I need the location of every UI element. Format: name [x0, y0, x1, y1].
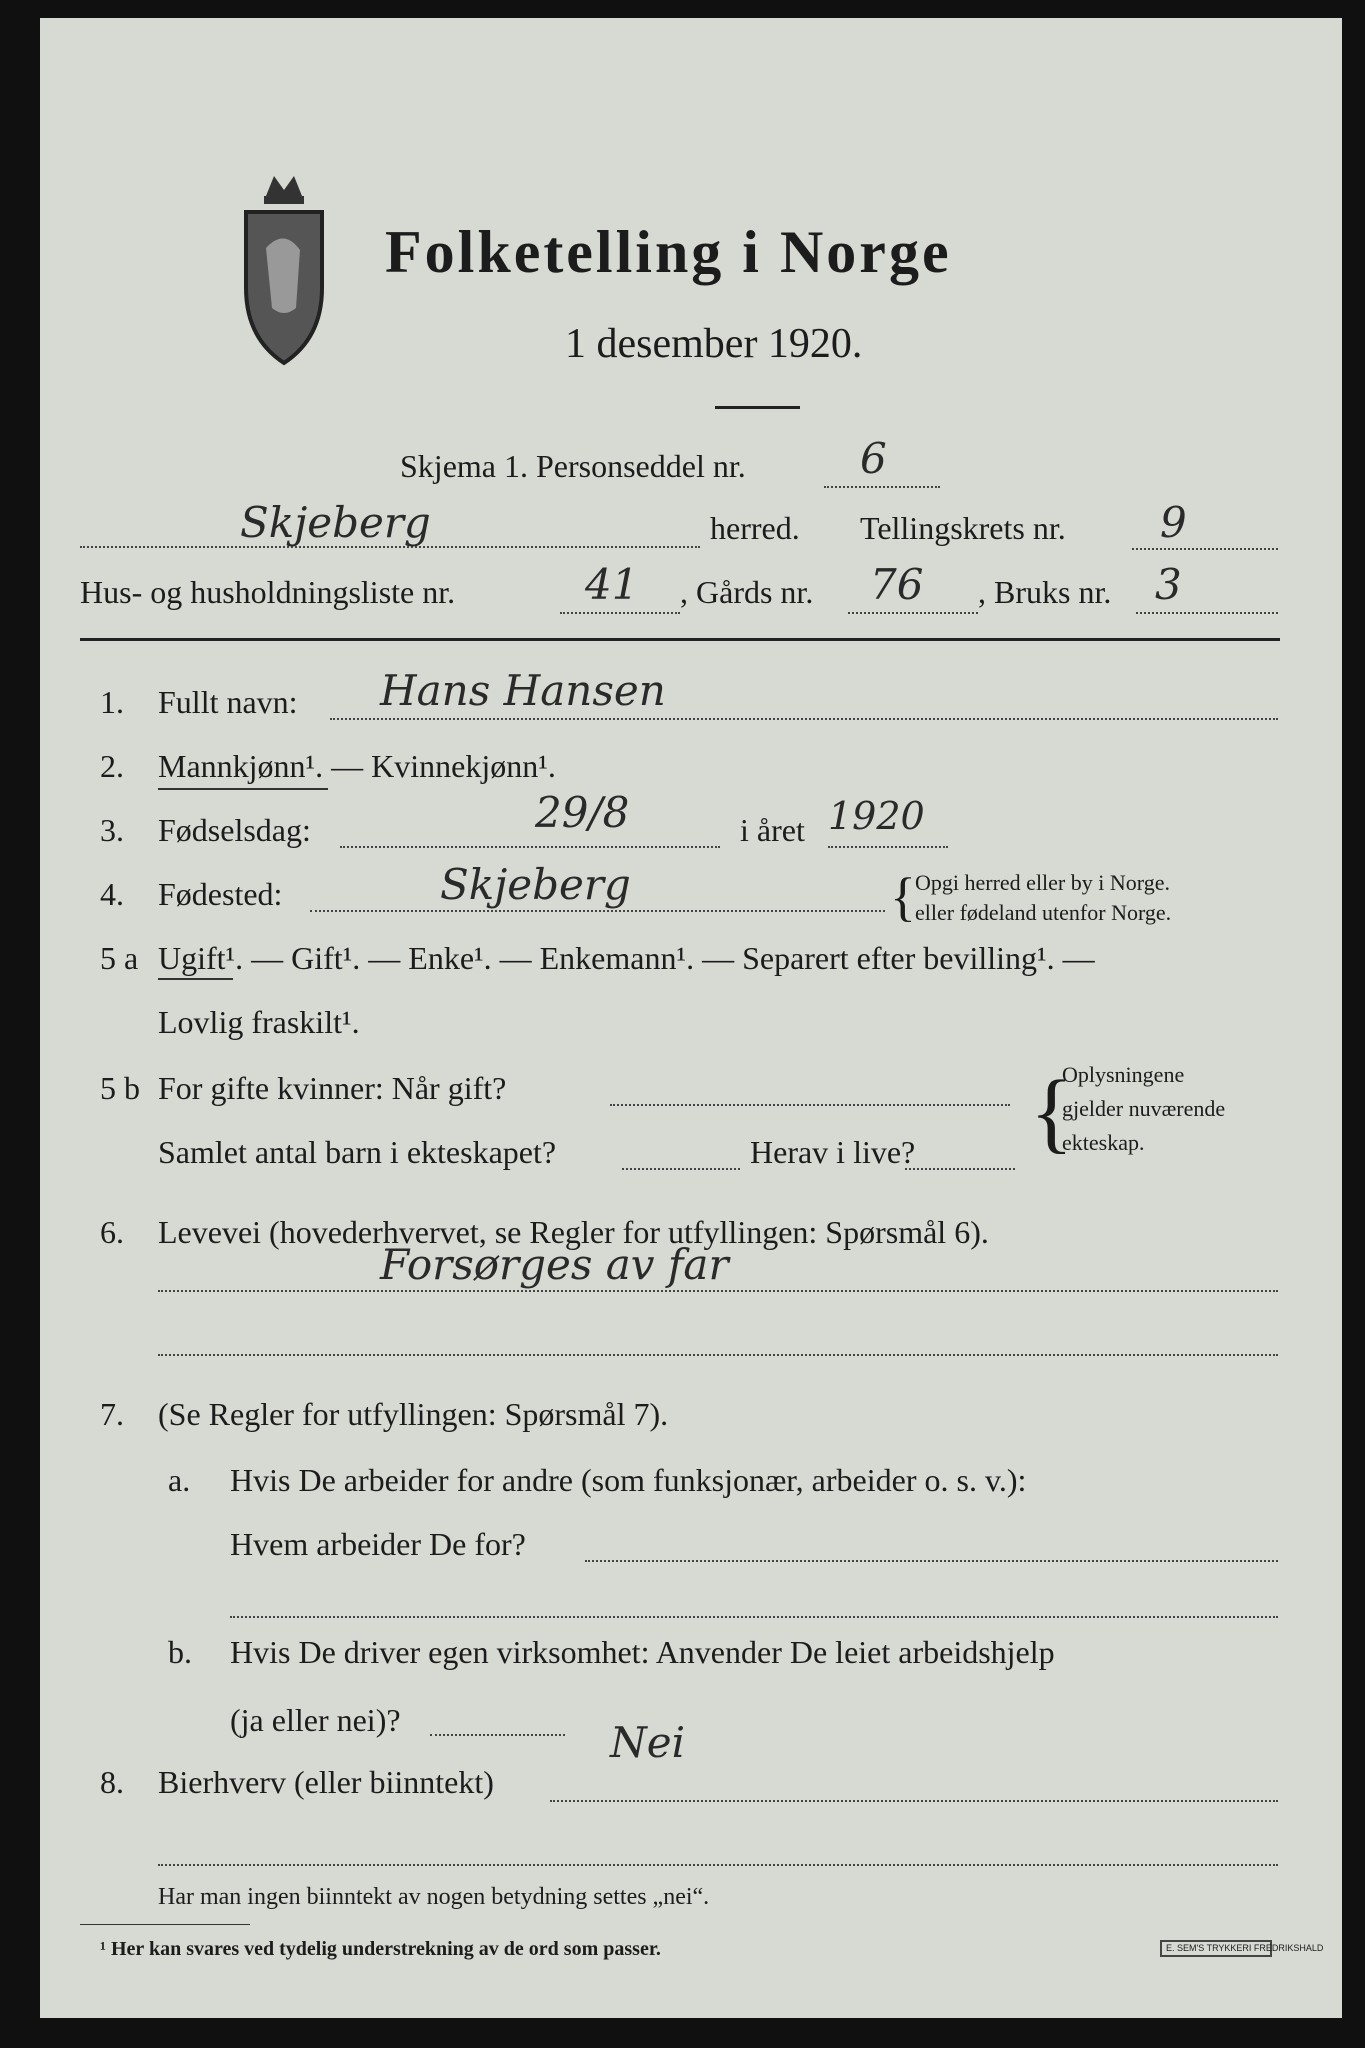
q8-line-2	[158, 1864, 1278, 1866]
form-title: Folketelling i Norge	[385, 219, 952, 285]
q2-label: Mannkjønn¹. — Kvinnekjønn¹.	[158, 748, 556, 784]
q1-line	[330, 718, 1278, 720]
husliste-line	[560, 612, 680, 614]
q5b-note-1: Oplysningene	[1062, 1062, 1185, 1087]
krets-label: Tellingskrets nr.	[860, 510, 1066, 546]
title-divider	[715, 406, 800, 409]
schema-label: Skjema 1. Personseddel nr.	[400, 448, 746, 484]
q8-label: Bierhverv (eller biinntekt)	[158, 1764, 494, 1800]
q5b-children-line	[622, 1168, 740, 1170]
q8-line	[550, 1800, 1278, 1802]
q5a-number: 5 a	[100, 940, 139, 976]
herred-value: Skjeberg	[240, 498, 431, 547]
gards-label: , Gårds nr.	[680, 574, 814, 610]
q7-number: 7.	[100, 1396, 124, 1432]
q5b-note-3: ekteskap.	[1062, 1130, 1145, 1155]
q4-label: Fødested:	[158, 876, 283, 912]
krets-line	[1132, 548, 1278, 550]
q1-number: 1.	[100, 684, 124, 720]
q5b-line-1: For gifte kvinner: Når gift?	[158, 1070, 507, 1106]
q7b-line	[430, 1734, 565, 1736]
q3-label: Fødselsdag:	[158, 812, 311, 848]
census-date: 1 desember 1920.	[565, 321, 863, 367]
schema-number-line	[824, 486, 940, 488]
schema-number: 6	[860, 434, 887, 483]
krets-number: 9	[1160, 498, 1187, 547]
herred-label: herred.	[710, 510, 800, 546]
census-form	[40, 18, 1342, 2018]
q3-year-line	[828, 846, 948, 848]
q5b-alive-label: Herav i live?	[750, 1134, 916, 1170]
printer-stamp: E. SEM'S TRYKKERI FREDRIKSHALD	[1160, 1940, 1272, 1957]
q1-label: Fullt navn:	[158, 684, 298, 720]
q5a-line-1: Ugift¹. — Gift¹. — Enke¹. — Enkemann¹. — Separert efter bevilling¹. —	[158, 940, 1095, 976]
husliste-number: 41	[585, 560, 639, 609]
q7b-number: b.	[168, 1634, 192, 1670]
q7a-line-1: Hvis De arbeider for andre (som funksjonær, arbeider o. s. v.):	[230, 1462, 1027, 1498]
q2-number: 2.	[100, 748, 124, 784]
coat-of-arms-emblem	[236, 168, 332, 368]
bruks-number: 3	[1155, 560, 1182, 609]
q5b-children-label: Samlet antal barn i ekteskapet?	[158, 1134, 557, 1170]
q6-number: 6.	[100, 1214, 124, 1250]
q3-date-line	[340, 846, 720, 848]
bruks-line	[1136, 612, 1278, 614]
q2-underline	[158, 788, 328, 790]
q6-value: Forsørges av far	[380, 1240, 729, 1289]
husliste-label: Hus- og husholdningsliste nr.	[80, 574, 456, 610]
bruks-label: , Bruks nr.	[978, 574, 1112, 610]
q6-line-1	[158, 1290, 1278, 1292]
gards-line	[848, 612, 978, 614]
q4-number: 4.	[100, 876, 124, 912]
q6-line-2	[158, 1354, 1278, 1356]
footnote-rule	[80, 1924, 250, 1925]
q5b-alive-line	[905, 1168, 1015, 1170]
q7b-line-2: (ja eller nei)?	[230, 1702, 401, 1738]
q4-note-2: eller fødeland utenfor Norge.	[915, 900, 1172, 925]
q4-value: Skjeberg	[440, 860, 631, 909]
header-rule	[80, 638, 1280, 641]
q4-line	[310, 910, 885, 912]
q7b-line-1: Hvis De driver egen virksomhet: Anvender De leiet arbeidshjelp	[230, 1634, 1055, 1670]
q6-label: Levevei (hovederhvervet, se Regler for utfyllingen: Spørsmål 6).	[158, 1214, 989, 1250]
q3-year: 1920	[828, 794, 925, 838]
q7a-line-extra	[230, 1616, 1278, 1618]
q4-note-1: Opgi herred eller by i Norge.	[915, 870, 1170, 895]
q1-value: Hans Hansen	[380, 666, 666, 715]
q5b-brace: {	[1030, 1063, 1074, 1162]
q5b-number: 5 b	[100, 1070, 140, 1106]
q5a-line-2: Lovlig fraskilt¹.	[158, 1004, 360, 1040]
q3-number: 3.	[100, 812, 124, 848]
q3-year-label: i året	[740, 812, 805, 848]
q5a-underline	[158, 978, 233, 980]
gards-number: 76	[870, 560, 924, 609]
q7a-number: a.	[168, 1462, 191, 1498]
biinntekt-note: Har man ingen biinntekt av nogen betydning settes „nei“.	[158, 1884, 710, 1910]
q7a-line	[585, 1560, 1278, 1562]
q4-brace: {	[890, 867, 916, 927]
q7-label: (Se Regler for utfyllingen: Spørsmål 7).	[158, 1396, 669, 1432]
q3-value: 29/8	[535, 788, 630, 837]
footnote: ¹ Her kan svares ved tydelig understrekning av de ord som passer.	[100, 1938, 661, 1960]
q8-number: 8.	[100, 1764, 124, 1800]
q5b-married-line	[610, 1104, 1010, 1106]
q5b-note-2: gjelder nuværende	[1062, 1096, 1226, 1121]
q8-value: Nei	[610, 1718, 686, 1767]
q7a-line-2: Hvem arbeider De for?	[230, 1526, 526, 1562]
